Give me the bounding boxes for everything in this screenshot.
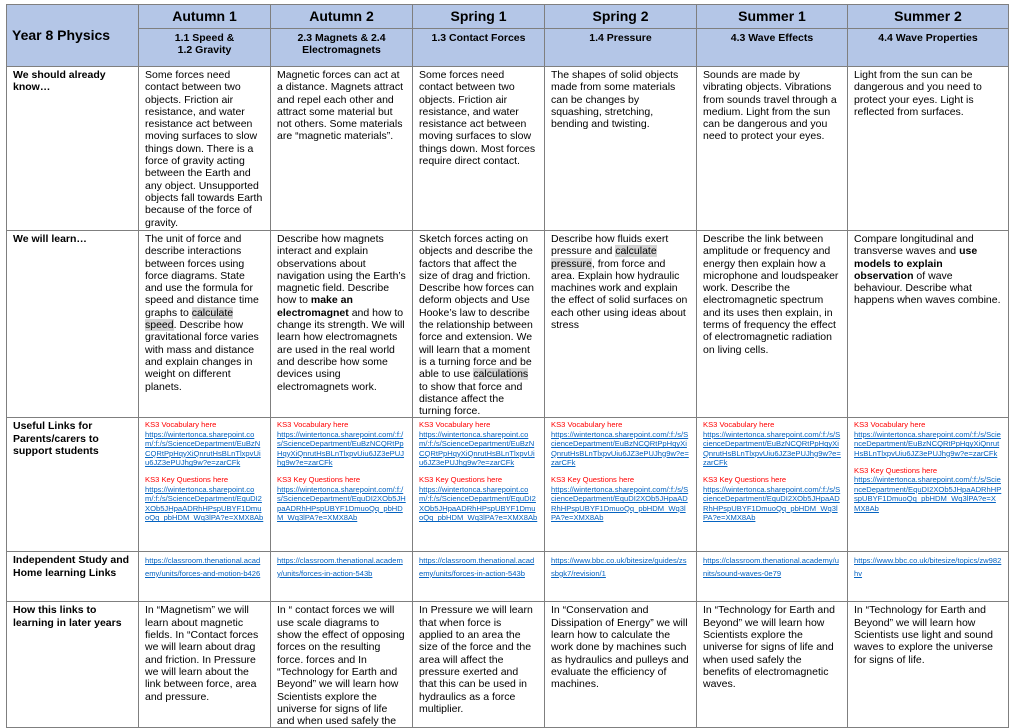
vocabulary-url[interactable]: https://wintertonca.sharepoint.com/:f:/s/ScienceDepartment/EuBzNCQRtPpHqyXiQnrutHsBLnTlxpvUiu6JZ3ePUJhg9w?e=zarCFk (419, 429, 535, 468)
key-questions-url[interactable]: https://wintertonca.sharepoint.com/:f:/s/ScienceDepartment/EquDI2XOb5JHpaADRhHPspUBYF1DmuoQq_pbHDM_Wq3lPA?e=XMX8Ab (703, 484, 841, 523)
cell-text: , from force and area. Explain how hydraulic machines work and explain the effect of solid surfaces on each other using ideas about stress (551, 257, 688, 332)
topic-heading: 4.3 Wave Effects (697, 29, 848, 67)
key-questions-link[interactable]: KS3 Key Questions here (419, 475, 503, 485)
key-questions-link[interactable]: KS3 Key Questions here (703, 475, 787, 485)
table-cell: Sounds are made by vibrating objects. Vibrations from sounds travel through a medium. Light from the sun can be dangerous and you need to protect your eyes. (697, 67, 848, 231)
row-label-already-know: We should already know… (7, 67, 139, 231)
vocabulary-link[interactable]: KS3 Vocabulary here (854, 420, 926, 430)
topic-heading: 1.4 Pressure (545, 29, 697, 67)
cell-text: Sketch forces acting on objects and describe the factors that affect the size of drag and friction. Describe how forces can deform objects and Use Hooke’s law to describe the relationship between force and extension. We will learn that a moment is a turning force and be able to use (419, 233, 534, 381)
table-cell: In “Technology for Earth and Beyond” we will learn how Scientists use light and sound waves to explore the universe for signs of life. (848, 602, 1009, 728)
table-title: Year 8 Physics (7, 5, 139, 67)
key-questions-link[interactable]: KS3 Key Questions here (854, 466, 938, 476)
cell-text: of wave behaviour. Describe what happens when waves combine. (854, 269, 1001, 307)
key-questions-link[interactable]: KS3 Key Questions here (551, 475, 635, 485)
independent-study-link[interactable]: https://classroom.thenational.academy/units/forces-and-motion-b426 (145, 556, 261, 578)
key-questions-url[interactable]: https://wintertonca.sharepoint.com/:f:/s/ScienceDepartment/EquDI2XOb5JHpaADRhHPspUBYF1DmuoQq_pbHDM_Wq3lPA?e=XMX8Ab (419, 484, 538, 523)
highlighted-term: calculate speed (145, 306, 234, 332)
table-row (7, 602, 1009, 728)
cell-text: to show that force and distance affect the turning force. (419, 380, 523, 418)
vocabulary-link[interactable]: KS3 Vocabulary here (419, 420, 491, 430)
term-heading: Spring 2 (545, 5, 697, 29)
table-cell (271, 552, 413, 602)
highlighted-term: calculate pressure (551, 245, 657, 270)
links-cell (413, 418, 545, 552)
table-cell (271, 231, 413, 418)
cell-text: and how to change its strength. We will learn how electromagnets are used in the real world and describe how some devices using electromagnets work. (277, 306, 405, 393)
table-cell: Some forces need contact between two objects. Friction air resistance, and water resistance act between moving surfaces to slow things down. There is a force of gravity acting between the Earth and any object. Unsupported objects fall towards Earth because of the force of gravity. (139, 67, 271, 231)
links-cell (848, 418, 1009, 552)
links-cell (545, 418, 697, 552)
table-row (7, 231, 1009, 418)
topic-heading: 4.4 Wave Properties (848, 29, 1009, 67)
cell-text: Compare longitudinal and transverse waves and (854, 233, 974, 258)
term-heading: Summer 2 (848, 5, 1009, 29)
key-questions-link[interactable]: KS3 Key Questions here (145, 475, 229, 485)
key-questions-url[interactable]: https://wintertonca.sharepoint.com/:f:/s/ScienceDepartment/EquDI2XOb5JHpaADRhHPspUBYF1DmuoQq_pbHDM_Wq3lPA?e=XMX8Ab (854, 475, 1002, 513)
term-heading: Autumn 1 (139, 5, 271, 29)
term-heading: Summer 1 (697, 5, 848, 29)
independent-study-link[interactable]: https://www.bbc.co.uk/bitesize/topics/zw982hv (854, 556, 1002, 578)
key-questions-link[interactable]: KS3 Key Questions here (277, 475, 361, 485)
cell-text: The unit of force and describe interactions between forces using force diagrams. State and use the formula for speed and distance time graphs to (145, 233, 259, 319)
vocabulary-link[interactable]: KS3 Vocabulary here (551, 420, 623, 430)
bold-term: use models to explain observation (854, 245, 978, 282)
independent-study-link[interactable]: https://www.bbc.co.uk/bitesize/guides/zssbgk7/revision/1 (551, 556, 687, 578)
topic-heading: 2.3 Magnets & 2.4 Electromagnets (271, 29, 413, 67)
row-label-useful-links: Useful Links for Parents/carers to support students (7, 418, 139, 552)
independent-study-link[interactable]: https://classroom.thenational.academy/units/forces-in-action-543b (419, 556, 535, 578)
table-cell: Describe the link between amplitude or frequency and energy then explain how a microphone and loudspeaker work. Describe the electromagnetic spectrum and its uses then explain, in terms of frequency the effect of electromagnetic radiation on living cells. (697, 231, 848, 418)
cell-text: Describe how fluids exert pressure and (551, 233, 669, 258)
vocabulary-url[interactable]: https://wintertonca.sharepoint.com/:f:/s/ScienceDepartment/EuBzNCQRtPpHqyXiQnrutHsBLnTlxpvUiu6JZ3ePUJhg9w?e=zarCFk (703, 429, 841, 468)
vocabulary-url[interactable]: https://wintertonca.sharepoint.com/:f:/s/ScienceDepartment/EuBzNCQRtPpHqyXiQnrutHsBLnTlxpvUiu6JZ3ePUJhg9w?e=zarCFk (854, 429, 1001, 458)
table-cell: The shapes of solid objects made from some materials can be changes by squashing, stretching, bending and twisting. (545, 67, 697, 231)
table-cell: In “Technology for Earth and Beyond” we will learn how Scientists explore the universe for signs of life and when used safely the benefits of electromagnetic waves. (697, 602, 848, 728)
vocabulary-link[interactable]: KS3 Vocabulary here (145, 420, 217, 430)
table-cell (545, 231, 697, 418)
table-cell: Magnetic forces can act at a distance. Magnets attract and repel each other and attract some material but not others. Some materials are “magnetic materials”. (271, 67, 413, 231)
curriculum-table (6, 4, 1009, 728)
table-cell (848, 231, 1009, 418)
independent-study-link[interactable]: https://classroom.thenational.academy/units/forces-in-action-543b (277, 556, 403, 578)
vocabulary-url[interactable]: https://wintertonca.sharepoint.com/:f:/s/ScienceDepartment/EuBzNCQRtPpHqyXiQnrutHsBLnTlxpvUiu6JZ3ePUJhg9w?e=zarCFk (551, 429, 689, 468)
table-cell (139, 231, 271, 418)
table-cell (545, 552, 697, 602)
term-heading: Autumn 2 (271, 5, 413, 29)
table-row (7, 552, 1009, 602)
vocabulary-url[interactable]: https://wintertonca.sharepoint.com/:f:/s/ScienceDepartment/EuBzNCQRtPpHqyXiQnrutHsBLnTlxpvUiu6JZ3ePUJhg9w?e=zarCFk (277, 429, 405, 468)
topic-header-row (7, 29, 1009, 67)
cell-text: . Describe how gravitational force varies with mass and distance and explain changes in weight on different planets. (145, 319, 259, 393)
vocabulary-url[interactable]: https://wintertonca.sharepoint.com/:f:/s/ScienceDepartment/EuBzNCQRtPpHqyXiQnrutHsBLnTlxpvUiu6JZ3ePUJhg9w?e=zarCFk (145, 429, 261, 468)
row-label-will-learn: We will learn… (7, 231, 139, 418)
links-cell (271, 418, 413, 552)
table-cell (139, 552, 271, 602)
topic-heading: 1.1 Speed & 1.2 Gravity (139, 29, 271, 67)
table-cell: In “Conservation and Dissipation of Energy” we will learn how to calculate the work done by machines such as hydraulics and pulleys and evaluate the efficiency of machines. (545, 602, 697, 728)
term-heading: Spring 1 (413, 5, 545, 29)
table-cell (413, 552, 545, 602)
table-cell: In “Magnetism” we will learn about magnetic fields. In “Contact forces we will learn about drag and friction. In Pressure we will learn about the link between force, area and pressure. (139, 602, 271, 728)
table-cell (697, 552, 848, 602)
table-cell (848, 552, 1009, 602)
highlighted-term: calculations (473, 368, 529, 381)
table-row (7, 418, 1009, 552)
key-questions-url[interactable]: https://wintertonca.sharepoint.com/:f:/s/ScienceDepartment/EquDI2XOb5JHpaADRhHPspUBYF1DmuoQq_pbHDM_Wq3lPA?e=XMX8Ab (551, 484, 689, 523)
table-cell: Light from the sun can be dangerous and you need to protect your eyes. Light is reflected from surfaces. (848, 67, 1009, 231)
term-header-row (7, 5, 1009, 29)
links-cell (139, 418, 271, 552)
vocabulary-link[interactable]: KS3 Vocabulary here (277, 420, 349, 430)
table-cell: In “ contact forces we will use scale diagrams to show the effect of opposing forces on the resulting force. forces and In “Technology for Earth and Beyond” we will learn how Scientists explore the universe for signs of life and when used safely the (271, 602, 413, 728)
cell-text: Describe how magnets interact and explain observations about navigation using the Earth’s magnetic field. Describe how to (277, 233, 406, 307)
independent-study-link[interactable]: https://classroom.thenational.academy/units/sound-waves-0e79 (703, 556, 839, 578)
table-cell: Some forces need contact between two objects. Friction air resistance, and water resistance act between moving surfaces to slow things down. Most forces require direct contact. (413, 67, 545, 231)
row-label-later-years: How this links to learning in later years (7, 602, 139, 728)
row-label-independent-study: Independent Study and Home learning Links (7, 552, 139, 602)
topic-heading: 1.3 Contact Forces (413, 29, 545, 67)
table-cell: In Pressure we will learn that when force is applied to an area the size of the force and the area will affect the pressure exerted and that this can be used in hydraulics as a force multiplier. (413, 602, 545, 728)
links-cell (697, 418, 848, 552)
table-row (7, 67, 1009, 231)
key-questions-url[interactable]: https://wintertonca.sharepoint.com/:f:/s/ScienceDepartment/EquDI2XOb5JHpaADRhHPspUBYF1DmuoQq_pbHDM_Wq3lPA?e=XMX8Ab (145, 484, 264, 523)
bold-term: make an electromagnet (277, 294, 353, 319)
key-questions-url[interactable]: https://wintertonca.sharepoint.com/:f:/s/ScienceDepartment/EquDI2XOb5JHpaADRhHPspUBYF1DmuoQq_pbHDM_Wq3lPA?e=XMX8Ab (277, 484, 406, 523)
vocabulary-link[interactable]: KS3 Vocabulary here (703, 420, 775, 430)
table-cell (413, 231, 545, 418)
